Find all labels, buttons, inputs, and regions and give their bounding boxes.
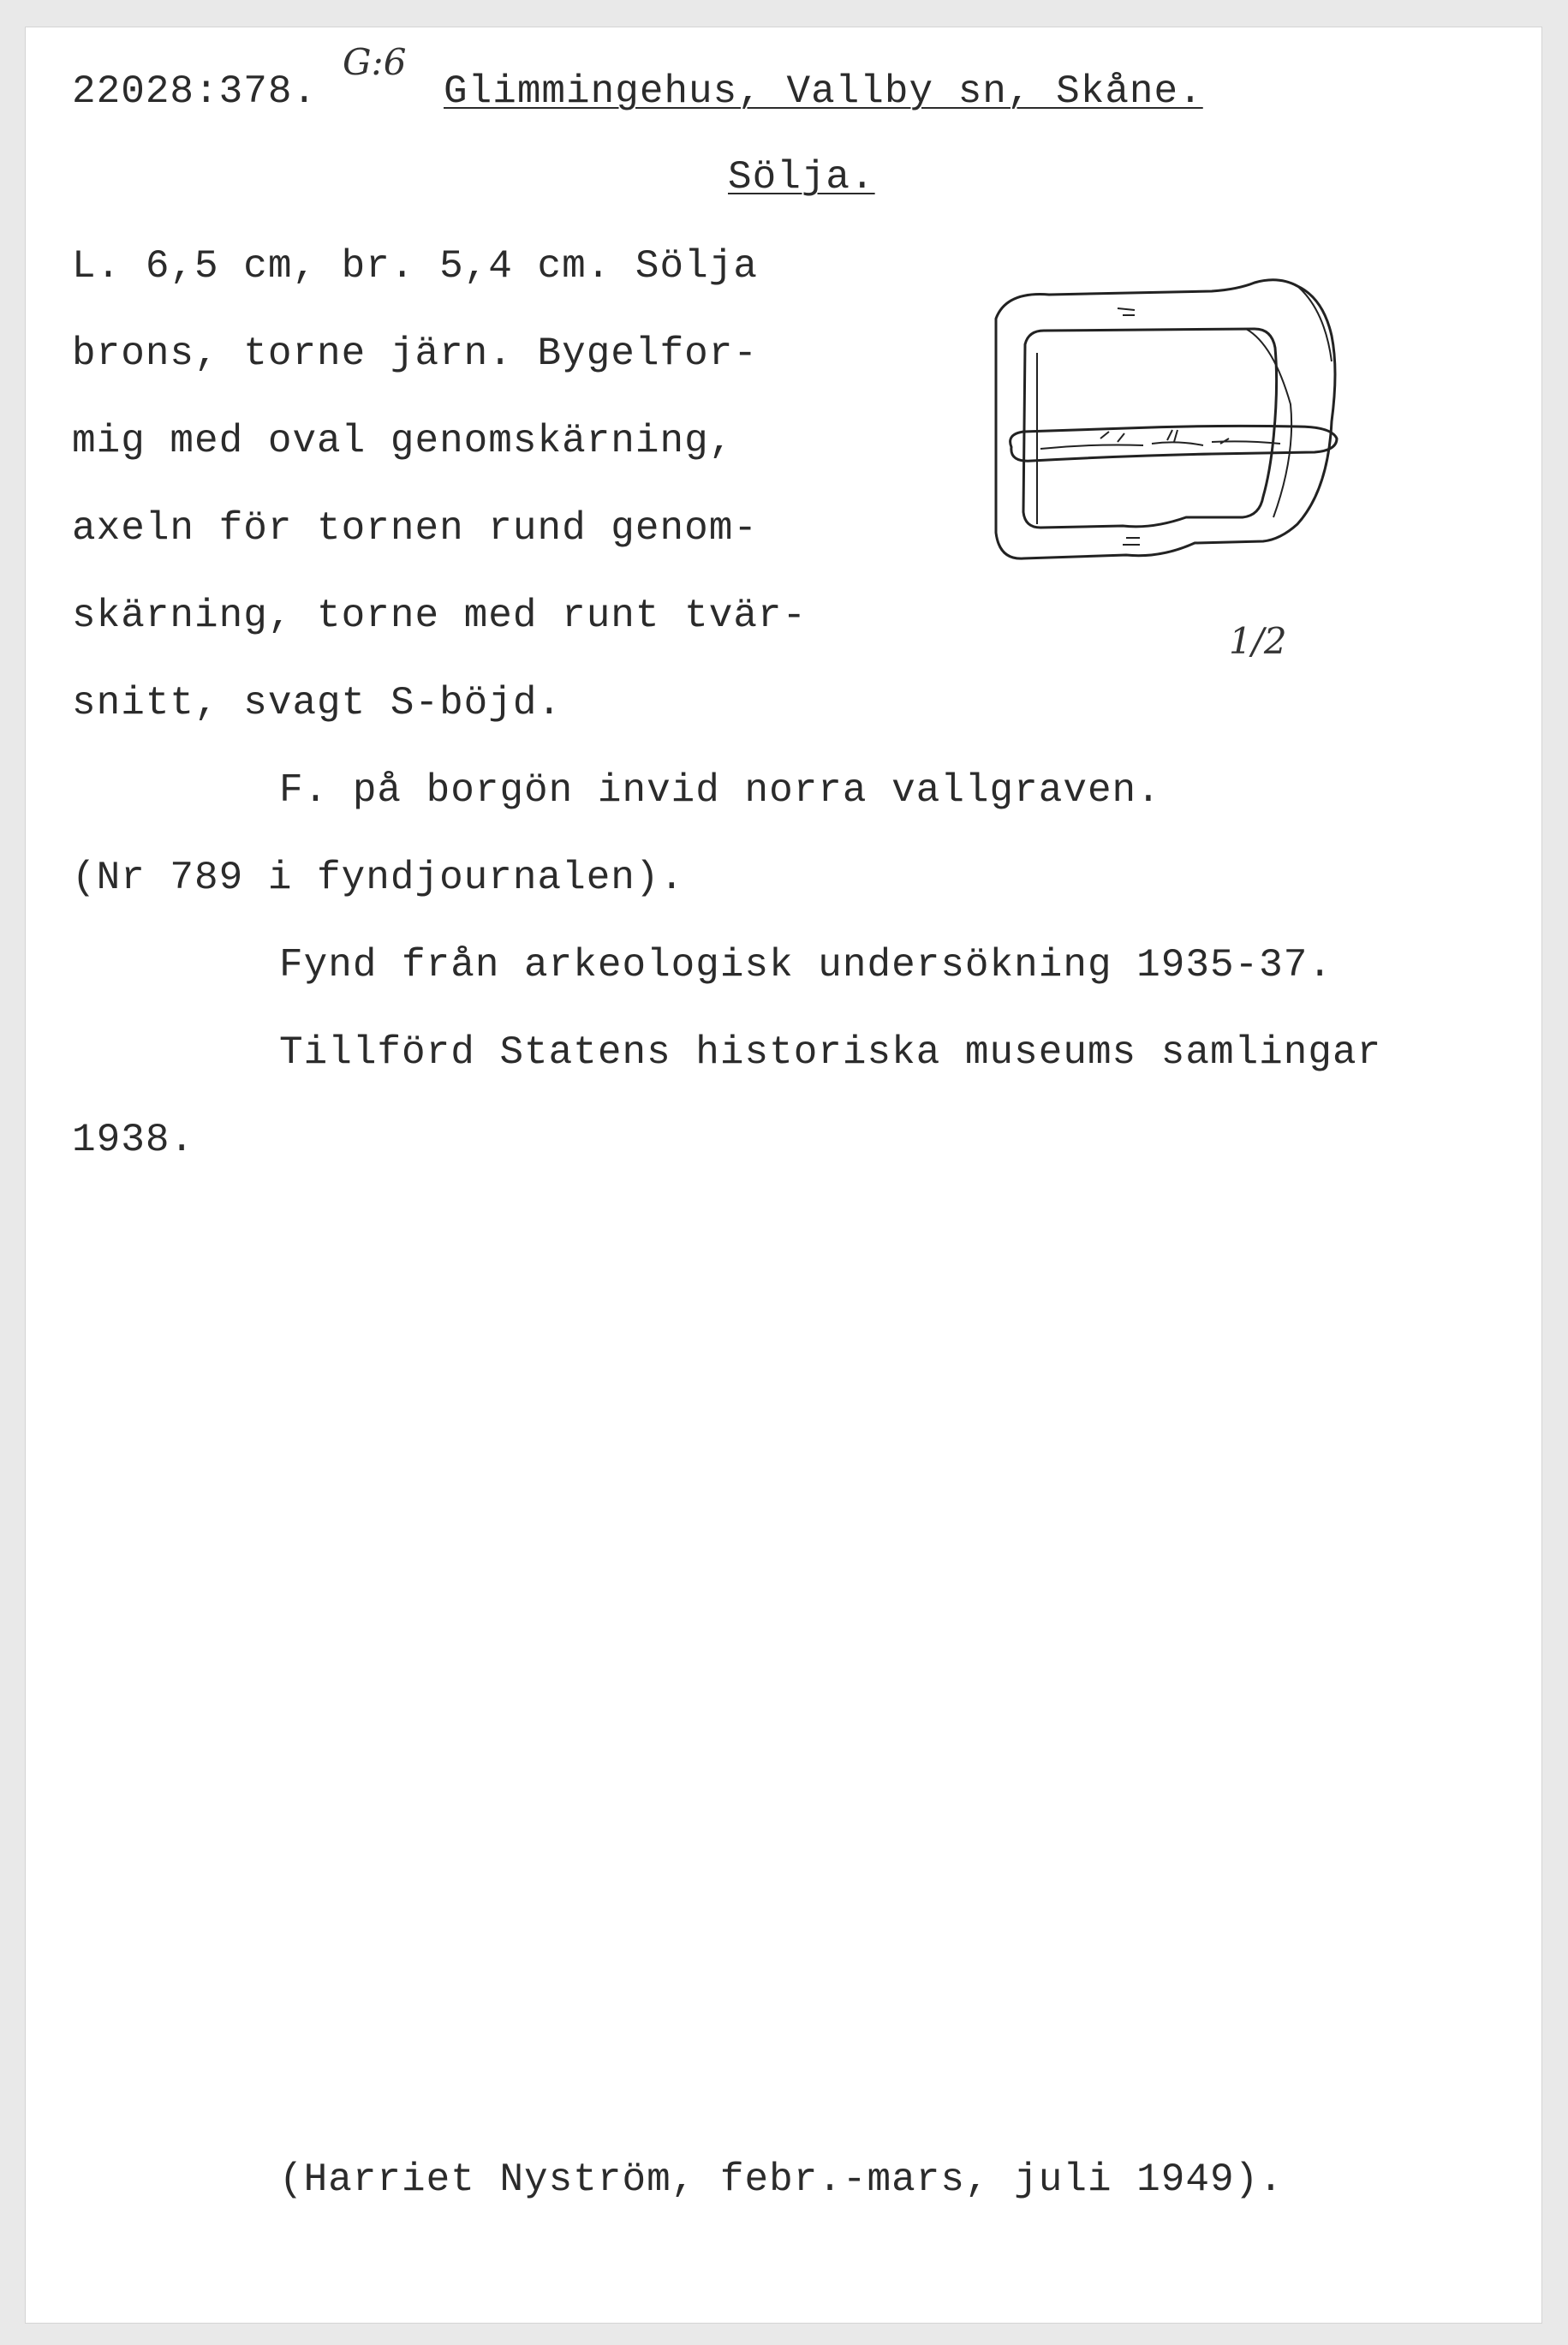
description-line-6: snitt, svagt S-böjd.	[72, 681, 563, 725]
description-line-1: L. 6,5 cm, br. 5,4 cm. Sölja	[72, 244, 758, 289]
description-line-5: skärning, torne med runt tvär-	[72, 594, 808, 638]
description-line-4: axeln för tornen rund genom-	[72, 506, 758, 551]
locality-title: Glimmingehus, Vallby sn, Skåne.	[444, 69, 1203, 114]
buckle-drawing	[955, 267, 1357, 610]
find-journal: (Nr 789 i fyndjournalen).	[72, 856, 685, 900]
catalog-number: 22028:378.	[72, 69, 318, 114]
find-place: F. på borgön invid norra vallgraven.	[279, 768, 1161, 813]
description-line-3: mig med oval genomskärning,	[72, 419, 734, 463]
catalog-card	[26, 27, 1541, 2323]
find-excavation: Fynd från arkeologisk undersökning 1935-37.	[279, 943, 1333, 988]
find-accession-year: 1938.	[72, 1118, 195, 1162]
author-line: (Harriet Nyström, febr.-mars, juli 1949).	[279, 2157, 1284, 2202]
find-accession: Tillförd Statens historiska museums samlingar	[279, 1030, 1382, 1075]
handwritten-note: G:6	[343, 41, 407, 83]
scale-label: 1/2	[1229, 620, 1287, 662]
object-type-title: Sölja.	[728, 155, 875, 200]
description-line-2: brons, torne järn. Bygelfor-	[72, 331, 758, 376]
